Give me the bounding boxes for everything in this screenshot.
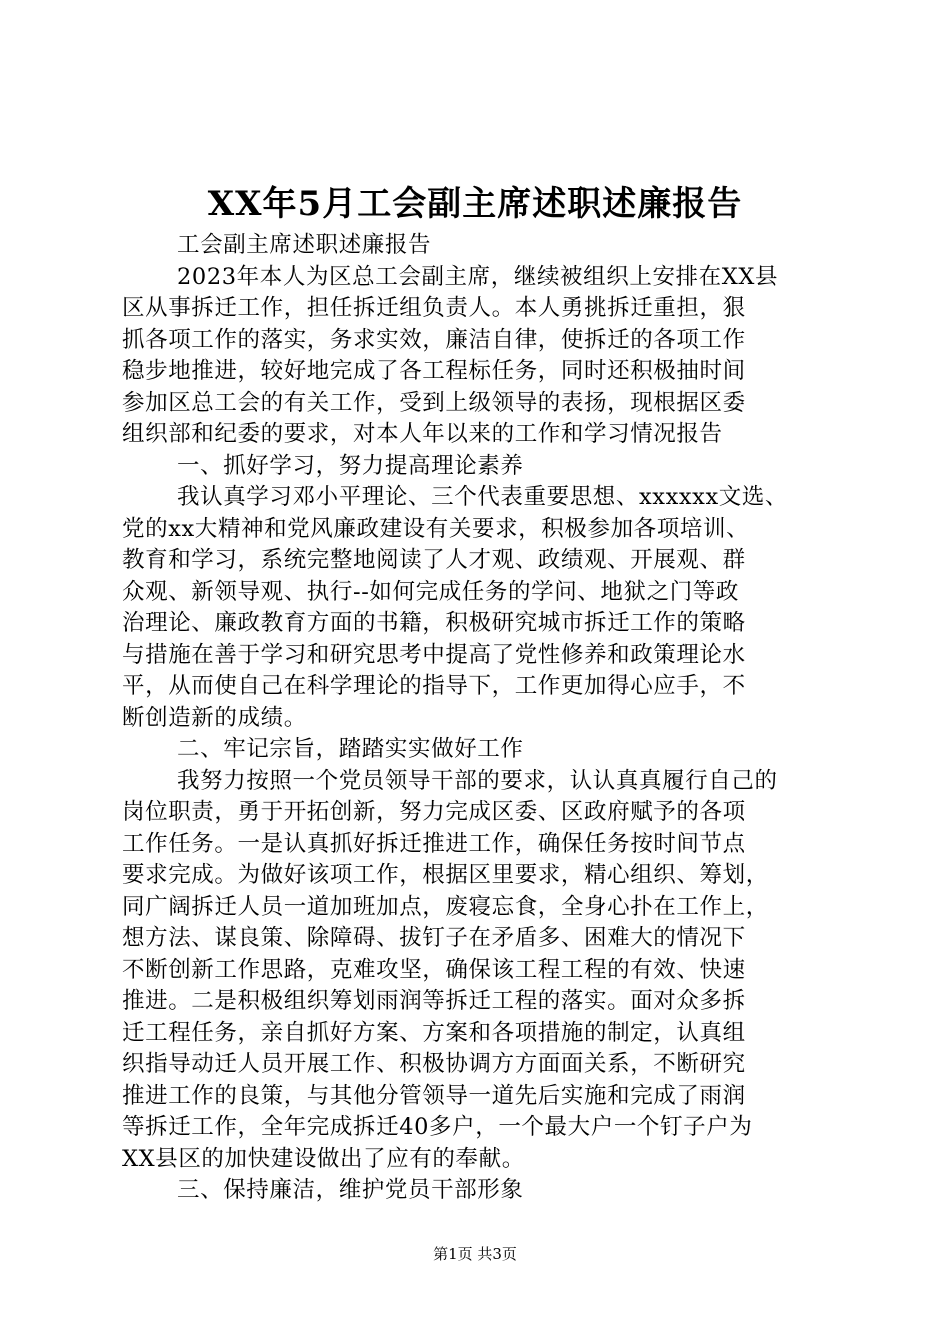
- body-line: 等拆迁工作，全年完成拆迁40多户，一个最大户一个钉子户为: [122, 1114, 753, 1140]
- body-line: 治理论、廉政教育方面的书籍，积极研究城市拆迁工作的策略: [122, 610, 746, 636]
- body-line: 二、牢记宗旨，踏踏实实做好工作: [177, 736, 524, 762]
- body-line: 要求完成。为做好该项工作，根据区里要求，精心组织、筹划，: [122, 862, 769, 888]
- body-line: 组织部和纪委的要求，对本人年以来的工作和学习情况报告: [122, 421, 723, 447]
- body-line: 织指导动迁人员开展工作、积极协调方方面面关系，不断研究: [122, 1051, 746, 1077]
- body-line: 一、抓好学习，努力提高理论素养: [177, 452, 524, 479]
- body-line: 稳步地推进，较好地完成了各工程标任务，同时还积极抽时间: [122, 358, 746, 384]
- document-body: [122, 230, 832, 1207]
- body-line: 党的xx大精神和党风廉政建设有关要求，积极参加各项培训、: [122, 515, 750, 542]
- body-line: 我努力按照一个党员领导干部的要求，认认真真履行自己的: [177, 767, 778, 794]
- body-line: 抓各项工作的落实，务求实效，廉洁自律，使拆迁的各项工作: [122, 326, 746, 353]
- body-line: 区从事拆迁工作，担任拆迁组负责人。本人勇挑拆迁重担，狠: [122, 295, 746, 321]
- body-line: 工作任务。一是认真抓好拆迁推进工作，确保任务按时间节点: [122, 830, 746, 857]
- body-line: 工会副主席述职述廉报告: [177, 232, 432, 258]
- body-line: 断创造新的成绩。: [122, 704, 307, 731]
- page-footer: 第1页 共3页: [433, 1245, 517, 1263]
- document-title: XX年5月工会副主席述职述廉报告: [207, 184, 743, 224]
- body-line: 教育和学习，系统完整地阅读了人才观、政绩观、开展观、群: [122, 547, 746, 573]
- body-line: 同广阔拆迁人员一道加班加点，废寝忘食，全身心扑在工作上，: [122, 893, 769, 920]
- body-line: 迁工程任务，亲自抓好方案、方案和各项措施的制定，认真组: [122, 1019, 746, 1046]
- body-line: 众观、新领导观、执行--如何完成任务的学问、地狱之门等政: [122, 578, 740, 605]
- body-line: 三、保持廉洁，维护党员干部形象: [177, 1177, 524, 1203]
- body-line: 不断创新工作思路，克难攻坚，确保该工程工程的有效、快速: [122, 956, 746, 983]
- body-line: 想方法、谋良策、除障碍、拔钉子在矛盾多、困难大的情况下: [122, 925, 746, 951]
- body-line: 参加区总工会的有关工作，受到上级领导的表扬，现根据区委: [122, 389, 746, 416]
- body-line: 推进。二是积极组织筹划雨润等拆迁工程的落实。面对众多拆: [122, 988, 746, 1014]
- body-line: 2023年本人为区总工会副主席，继续被组织上安排在XX县: [177, 263, 779, 290]
- body-line: 与措施在善于学习和研究思考中提高了党性修养和政策理论水: [122, 641, 746, 668]
- body-line: 我认真学习邓小平理论、三个代表重要思想、xxxxxx文选、: [177, 484, 789, 510]
- body-line: 推进工作的良策，与其他分管领导一道先后实施和完成了雨润: [122, 1082, 746, 1109]
- body-line: XX县区的加快建设做出了应有的奉献。: [122, 1145, 525, 1172]
- body-line: 平，从而使自己在科学理论的指导下，工作更加得心应手，不: [122, 673, 746, 699]
- body-line: 岗位职责，勇于开拓创新，努力完成区委、区政府赋予的各项: [122, 799, 746, 825]
